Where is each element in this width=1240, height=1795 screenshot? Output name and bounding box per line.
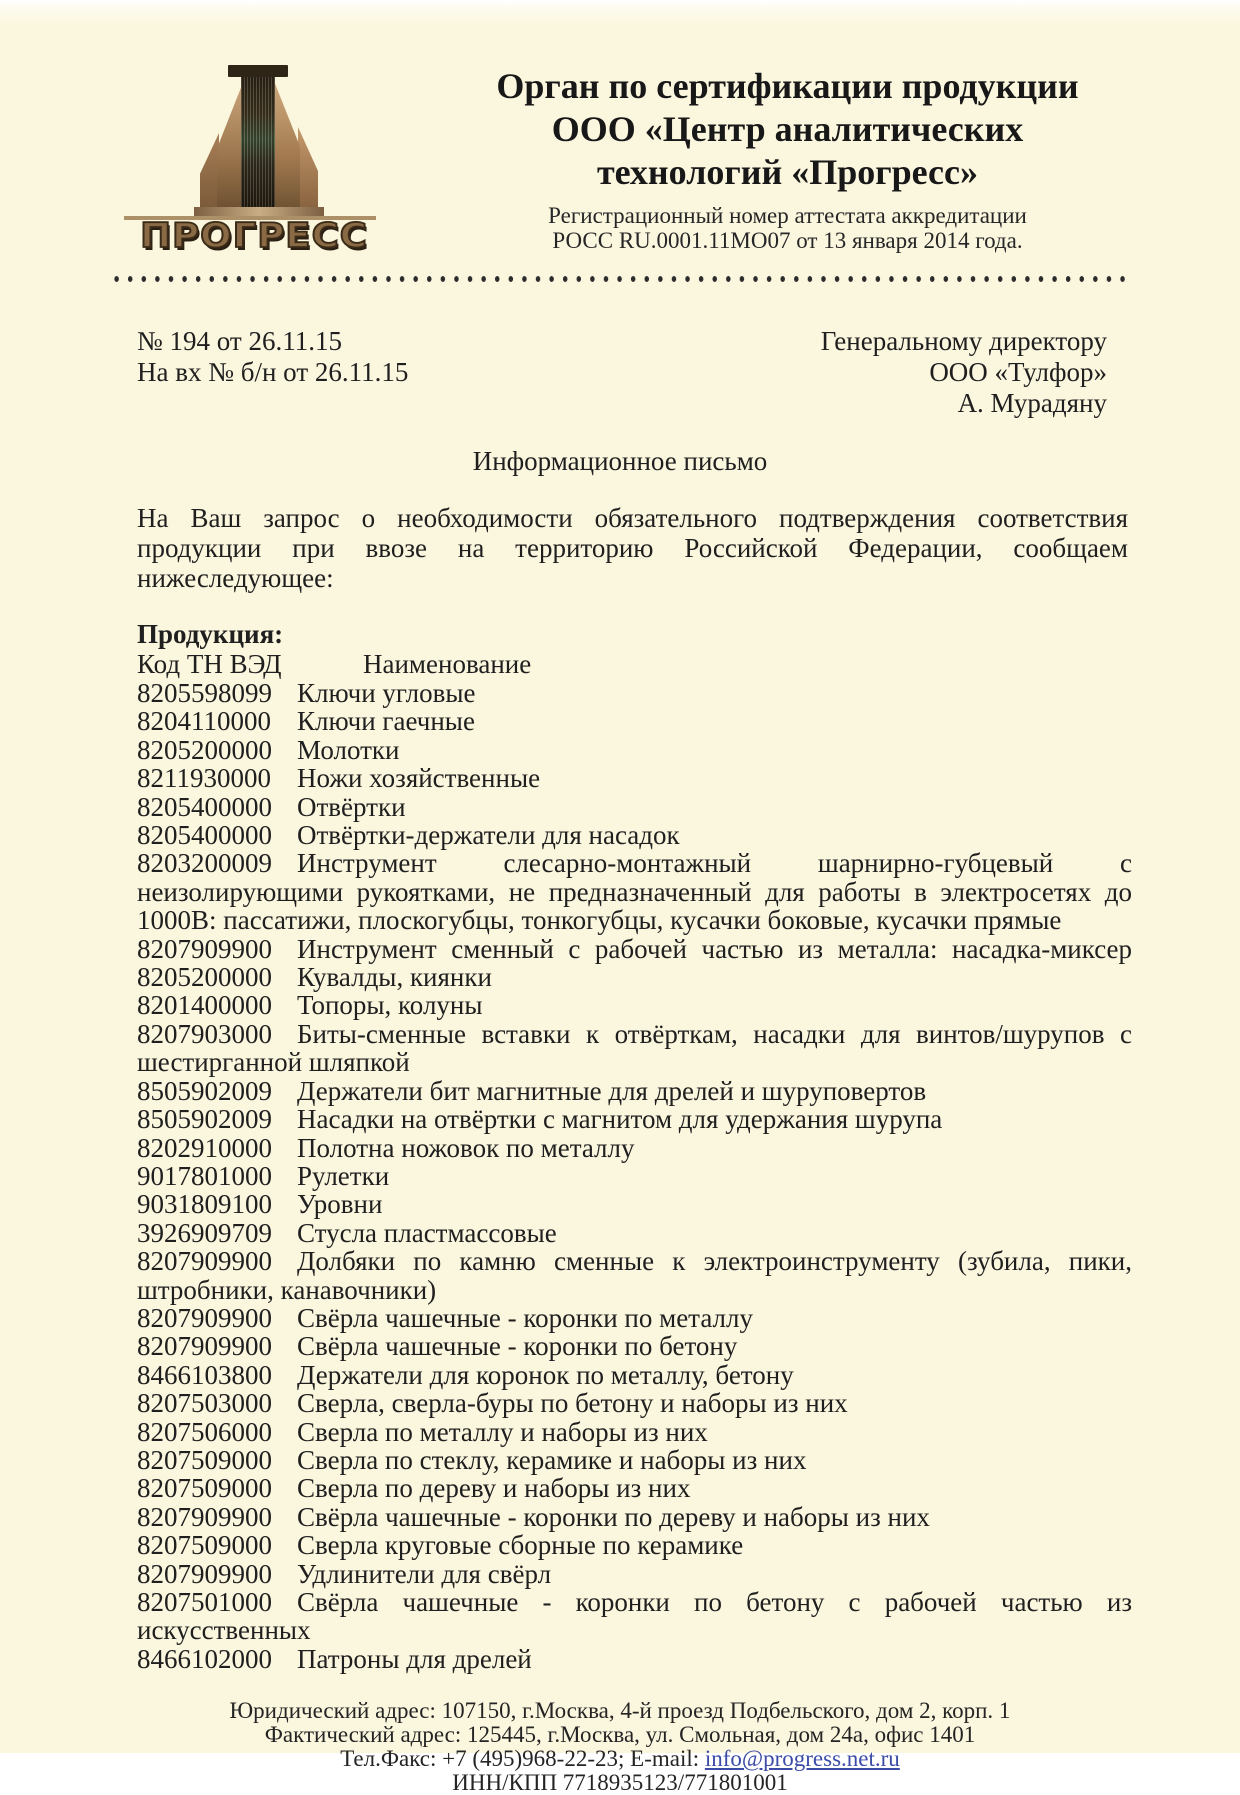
product-name: Сверла по стеклу, керамике и наборы из них bbox=[297, 1444, 807, 1475]
product-name: Полотна ножовок по металлу bbox=[297, 1132, 635, 1163]
product-name: Свёрла чашечные - коронки по бетону с рабочей частью из искусственных bbox=[137, 1587, 1132, 1646]
logo-column-cap bbox=[228, 65, 288, 77]
product-row bbox=[137, 764, 1132, 792]
product-name: Уровни bbox=[297, 1189, 383, 1220]
product-row bbox=[137, 1474, 1132, 1502]
outgoing-reference bbox=[137, 326, 408, 419]
product-code: 8211930000 bbox=[137, 763, 271, 794]
addressee-position: Генеральному директору bbox=[820, 326, 1107, 356]
product-row bbox=[137, 707, 1132, 735]
product-code: 8205598099 bbox=[137, 678, 272, 708]
logo-tower-icon bbox=[200, 133, 219, 207]
product-code: 9031809100 bbox=[137, 1189, 272, 1220]
product-name: Свёрла чашечные - коронки по дереву и наборы из них bbox=[297, 1501, 930, 1532]
logo-tower-icon bbox=[298, 127, 318, 207]
products-section bbox=[137, 619, 1132, 1673]
org-title-line3: технологий «Прогресс» bbox=[596, 152, 978, 192]
product-row bbox=[137, 1162, 1132, 1190]
org-header bbox=[390, 55, 1185, 253]
product-code: 8202910000 bbox=[137, 1132, 272, 1163]
org-title bbox=[390, 65, 1185, 194]
product-row bbox=[137, 679, 1132, 707]
product-name: Свёрла чашечные - коронки по бетону bbox=[297, 1331, 738, 1362]
product-row bbox=[137, 821, 1132, 849]
product-code: 8207909900 bbox=[137, 1331, 272, 1362]
product-name: Топоры, колуны bbox=[297, 990, 483, 1021]
product-code: 8207509000 bbox=[137, 1473, 272, 1504]
product-code: 8201400000 bbox=[137, 990, 272, 1021]
column-header-code: Код ТН ВЭД bbox=[137, 649, 282, 679]
contact-line bbox=[0, 1747, 1240, 1771]
product-name: Держатели бит магнитные для дрелей и шуруповертов bbox=[297, 1075, 927, 1106]
product-code: 8207903000 bbox=[137, 1018, 272, 1049]
legal-address: Юридический адрес: 107150, г.Москва, 4-й проезд Подбельского, дом 2, корп. 1 bbox=[229, 1698, 1011, 1724]
product-row bbox=[137, 1077, 1132, 1105]
product-row bbox=[137, 1190, 1132, 1218]
product-name: Инструмент сменный с рабочей частью из металла: насадка-миксер bbox=[297, 933, 1132, 964]
product-row bbox=[137, 793, 1132, 821]
product-row bbox=[137, 963, 1132, 991]
product-code: 8505902009 bbox=[137, 1104, 272, 1135]
product-name: Насадки на отвёртки с магнитом для удержания шурупа bbox=[297, 1104, 943, 1135]
product-name: Ножи хозяйственные bbox=[297, 763, 541, 794]
product-name: Отвёртки-держатели для насадок bbox=[297, 820, 680, 851]
product-code: 8207909900 bbox=[137, 1302, 272, 1333]
logo-wordmark: ПРОГРЕСС bbox=[140, 215, 368, 256]
product-table bbox=[137, 679, 1132, 1673]
product-code: 8203200009 bbox=[137, 848, 272, 879]
product-name: Молотки bbox=[297, 734, 400, 765]
progress-logo bbox=[118, 55, 390, 256]
product-row bbox=[137, 1389, 1132, 1417]
product-row bbox=[137, 736, 1132, 764]
product-code: 3926909709 bbox=[137, 1217, 272, 1248]
product-code: 8207501000 bbox=[137, 1587, 272, 1617]
product-code: 8207509000 bbox=[137, 1530, 272, 1561]
product-name: Биты-сменные вставки к отвёрткам, насадки для винтов/шурупов с шестирганной шляпкой bbox=[137, 1018, 1132, 1078]
email-link[interactable]: info@progress.net.ru bbox=[704, 1746, 900, 1772]
org-title-line1: Орган по сертификации продукции bbox=[496, 66, 1079, 106]
products-column-headers bbox=[137, 649, 1132, 679]
product-row bbox=[137, 849, 1132, 934]
product-code: 9017801000 bbox=[137, 1160, 272, 1191]
product-name: Ключи гаечные bbox=[297, 706, 475, 737]
product-row bbox=[137, 935, 1132, 963]
product-code: 8207909900 bbox=[137, 1558, 272, 1589]
product-name: Инструмент слесарно-монтажный шарнирно-губцевый с неизолирующими рукоятками, не предназначенный для работы в электросетях до 1000В: пассатижи, плоскогубцы, тонкогубцы, кусачки боковые, кусачки прямые bbox=[137, 848, 1132, 936]
product-code: 8207909900 bbox=[137, 1501, 272, 1532]
product-code: 8505902009 bbox=[137, 1075, 272, 1106]
product-name: Ключи угловые bbox=[297, 678, 476, 708]
product-row bbox=[137, 1332, 1132, 1360]
logo-tower-icon bbox=[274, 81, 300, 207]
product-name: Отвёртки bbox=[297, 791, 406, 822]
product-code: 8205400000 bbox=[137, 791, 272, 822]
product-name: Держатели для коронок по металлу, бетону bbox=[297, 1359, 794, 1390]
addressee-company: ООО «Тулфор» bbox=[929, 357, 1107, 387]
incoming-number: На вх № б/н от 26.11.15 bbox=[137, 357, 409, 387]
product-row bbox=[137, 1105, 1132, 1133]
product-name: Сверла круговые сборные по керамике bbox=[297, 1530, 744, 1561]
letter-title: Информационное письмо bbox=[472, 446, 768, 476]
actual-address: Фактический адрес: 125445, г.Москва, ул. Смольная, дом 24а, офис 1401 bbox=[264, 1722, 976, 1748]
product-row bbox=[137, 1304, 1132, 1332]
product-row bbox=[137, 1588, 1132, 1645]
product-row bbox=[137, 1560, 1132, 1588]
product-row bbox=[137, 991, 1132, 1019]
product-row bbox=[137, 1531, 1132, 1559]
product-name: Патроны для дрелей bbox=[297, 1643, 532, 1674]
product-name: Сверла по металлу и наборы из них bbox=[297, 1416, 708, 1447]
product-code: 8205400000 bbox=[137, 820, 272, 851]
product-name: Сверла, сверла-буры по бетону и наборы из них bbox=[297, 1388, 848, 1419]
dotted-separator bbox=[112, 274, 1130, 284]
product-code: 8207509000 bbox=[137, 1444, 272, 1475]
inn-kpp: ИНН/КПП 7718935123/771801001 bbox=[452, 1770, 788, 1795]
product-row bbox=[137, 1645, 1132, 1673]
reference-block bbox=[137, 326, 1107, 419]
product-name: Стусла пластмассовые bbox=[297, 1217, 557, 1248]
product-code: 8205200000 bbox=[137, 962, 272, 993]
addressee-person: А. Мурадяну bbox=[957, 388, 1107, 418]
product-code: 8207909900 bbox=[137, 933, 272, 964]
product-name: Удлинители для свёрл bbox=[297, 1558, 552, 1589]
product-row bbox=[137, 1418, 1132, 1446]
product-name: Свёрла чашечные - коронки по металлу bbox=[297, 1302, 753, 1333]
product-name: Кувалды, киянки bbox=[297, 962, 492, 993]
product-row bbox=[137, 1247, 1132, 1304]
column-header-name: Наименование bbox=[363, 649, 532, 679]
logo-base bbox=[194, 207, 324, 216]
product-name: Сверла по дереву и наборы из них bbox=[297, 1473, 691, 1504]
product-code: 8204110000 bbox=[137, 706, 271, 737]
product-row bbox=[137, 1020, 1132, 1077]
product-code: 8466103800 bbox=[137, 1359, 272, 1390]
product-name: Рулетки bbox=[297, 1160, 390, 1191]
addressee-block bbox=[821, 326, 1107, 419]
product-code: 8207909900 bbox=[137, 1246, 272, 1277]
product-row bbox=[137, 1361, 1132, 1389]
accreditation-line1: Регистрационный номер аттестата аккредитации bbox=[548, 203, 1027, 228]
phone-fax: Тел.Факс: +7 (495)968-22-23; E-mail: bbox=[340, 1746, 705, 1772]
product-row bbox=[137, 1219, 1132, 1247]
product-row bbox=[137, 1503, 1132, 1531]
letterhead bbox=[0, 0, 1240, 256]
org-title-line2: ООО «Центр аналитических bbox=[551, 109, 1024, 149]
footer bbox=[0, 1699, 1240, 1795]
product-row bbox=[137, 1134, 1132, 1162]
product-code: 8466102000 bbox=[137, 1643, 272, 1674]
product-code: 8207503000 bbox=[137, 1388, 272, 1419]
products-heading: Продукция: bbox=[137, 619, 284, 649]
product-name: Долбяки по камню сменные к электроинструменту (зубила, пики, штробники, канавочники) bbox=[137, 1246, 1132, 1305]
accreditation-line2: РОСС RU.0001.11МО07 от 13 января 2014 года. bbox=[552, 228, 1023, 253]
product-code: 8207506000 bbox=[137, 1416, 272, 1447]
outgoing-number: № 194 от 26.11.15 bbox=[137, 326, 342, 356]
logo-column-icon bbox=[241, 77, 275, 207]
accreditation-info bbox=[390, 203, 1185, 253]
letter-body: На Ваш запрос о необходимости обязательного подтверждения соответствия продукции при ввозе на территорию Российской Федерации, сообщаем нижеследующее: bbox=[137, 503, 1128, 593]
logo-tower-icon bbox=[217, 85, 242, 207]
product-row bbox=[137, 1446, 1132, 1474]
product-code: 8205200000 bbox=[137, 734, 272, 765]
